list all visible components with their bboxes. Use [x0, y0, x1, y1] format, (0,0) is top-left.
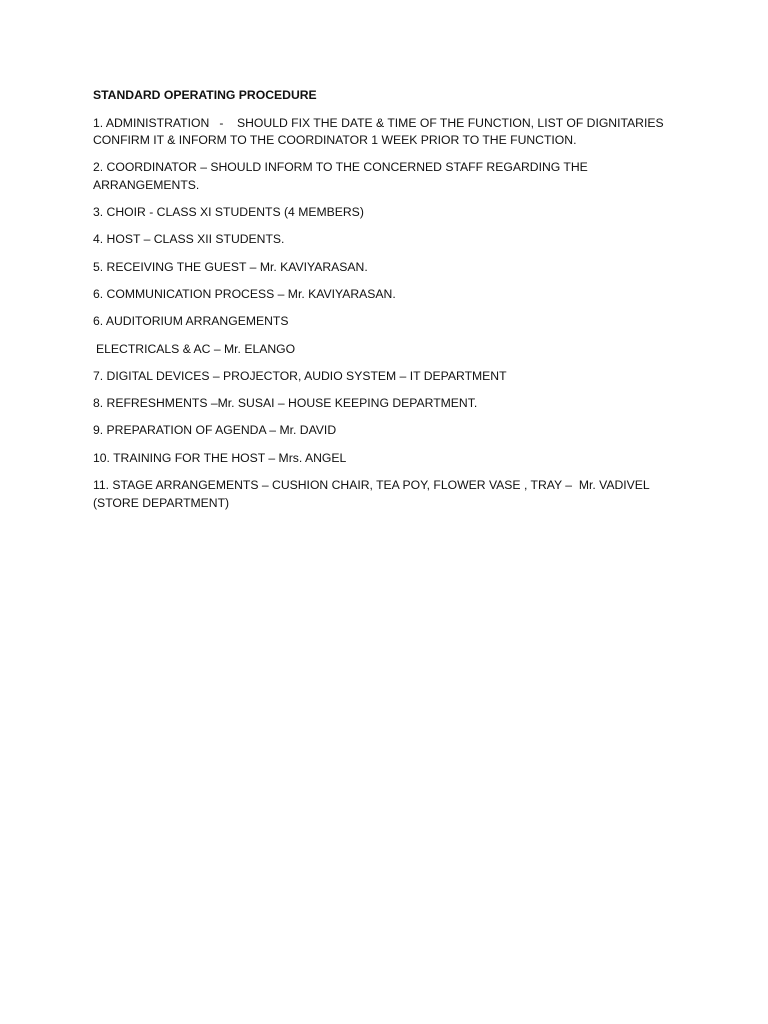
sop-item-communication: 6. COMMUNICATION PROCESS – Mr. KAVIYARASAN.	[93, 286, 396, 301]
sop-item-agenda: 9. PREPARATION OF AGENDA – Mr. DAVID	[93, 423, 337, 438]
sop-item-stage: 11. STAGE ARRANGEMENTS – CUSHION CHAIR, TEA POY, FLOWER VASE , TRAY – Mr. VADIVEL (STORE DEPARTMENT)	[93, 478, 653, 510]
sop-item-receiving-guest: 5. RECEIVING THE GUEST – Mr. KAVIYARASAN.	[93, 259, 368, 274]
sop-item-auditorium: 6. AUDITORIUM ARRANGEMENTS	[93, 314, 289, 329]
sop-item-coordinator: 2. COORDINATOR – SHOULD INFORM TO THE CONCERNED STAFF REGARDING THE ARRANGEMENTS.	[93, 160, 591, 192]
sop-item-host-training: 10. TRAINING FOR THE HOST – Mrs. ANGEL	[93, 450, 347, 465]
sop-item-refreshments: 8. REFRESHMENTS –Mr. SUSAI – HOUSE KEEPING DEPARTMENT.	[93, 396, 478, 411]
sop-item-administration: 1. ADMINISTRATION - SHOULD FIX THE DATE & TIME OF THE FUNCTION, LIST OF DIGNITARIES CONFIRM IT & INFORM TO THE COORDINATOR 1 WEEK PRIOR TO THE FUNCTION.	[93, 115, 668, 147]
document-title: STANDARD OPERATING PROCEDURE	[93, 88, 317, 102]
sop-item-digital-devices: 7. DIGITAL DEVICES – PROJECTOR, AUDIO SYSTEM – IT DEPARTMENT	[93, 368, 507, 383]
sop-item-host: 4. HOST – CLASS XII STUDENTS.	[93, 232, 285, 247]
sop-item-electricals: ELECTRICALS & AC – Mr. ELANGO	[96, 341, 296, 356]
sop-item-choir: 3. CHOIR - CLASS XI STUDENTS (4 MEMBERS)	[93, 205, 364, 220]
